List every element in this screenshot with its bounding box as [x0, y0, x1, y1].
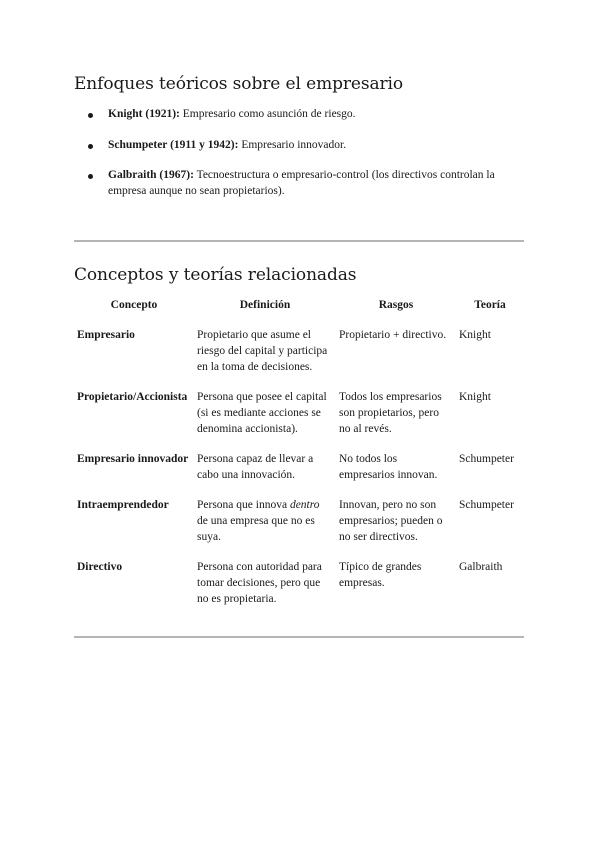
- definicion-emphasis: dentro: [289, 499, 320, 511]
- list-item: [74, 168, 524, 199]
- cell-concepto: Empresario innovador: [77, 453, 189, 465]
- list-item-text: Tecnoestructura o empresario-control (los directivos controlan la empresa aunque no sean propietarios).: [108, 169, 495, 197]
- list-item-text: Empresario como asunción de riesgo.: [182, 108, 356, 120]
- column-header-teoria: Teoría: [474, 299, 506, 311]
- cell-definicion: Persona capaz de llevar a cabo una innovación.: [197, 453, 314, 481]
- cell-concepto: Empresario: [77, 329, 135, 341]
- cell-teoria: Schumpeter: [459, 499, 514, 511]
- concepts-table: [74, 293, 524, 617]
- table-row: [74, 447, 524, 493]
- section-title-enfoques: Enfoques teóricos sobre el empresario: [74, 74, 404, 94]
- cell-definicion: Persona con autoridad para tomar decisiones, pero que no es propietaria.: [197, 561, 322, 605]
- cell-concepto: Directivo: [77, 561, 123, 573]
- definicion-text: de una empresa que no es suya.: [197, 515, 315, 543]
- cell-rasgos: Típico de grandes empresas.: [339, 561, 422, 589]
- table-row: [74, 385, 524, 447]
- column-header-rasgos: Rasgos: [378, 299, 414, 311]
- cell-concepto: Propietario/Accionista: [77, 391, 188, 403]
- cell-rasgos: Todos los empresarios son propietarios, pero no al revés.: [339, 391, 442, 435]
- table-row: [74, 323, 524, 385]
- bullet-icon: [88, 144, 93, 149]
- horizontal-divider: [74, 240, 524, 242]
- column-header-concepto: Concepto: [110, 299, 158, 311]
- cell-teoria: Knight: [459, 391, 491, 403]
- cell-rasgos: No todos los empresarios innovan.: [339, 453, 438, 481]
- cell-teoria: Schumpeter: [459, 453, 514, 465]
- table-header-row: [74, 293, 524, 323]
- bullet-icon: [88, 174, 93, 179]
- column-header-definicion: Definición: [239, 299, 291, 311]
- definicion-text: Persona que innova: [197, 499, 290, 511]
- cell-rasgos: Propietario + directivo.: [339, 329, 447, 341]
- list-item-author: Knight (1921):: [108, 108, 180, 120]
- cell-teoria: Galbraith: [459, 561, 503, 573]
- list-item-author: Galbraith (1967):: [108, 169, 194, 181]
- section-title-conceptos: Conceptos y teorías relacionadas: [74, 265, 357, 285]
- list-item-text: Empresario innovador.: [241, 138, 347, 151]
- horizontal-divider: [74, 636, 524, 638]
- cell-concepto: Intraemprendedor: [77, 499, 169, 511]
- cell-rasgos: Innovan, pero no son empresarios; pueden o no ser directivos.: [339, 499, 443, 543]
- cell-definicion: Propietario que asume el riesgo del capital y participa en la toma de decisiones.: [197, 329, 328, 373]
- cell-definicion: Persona que posee el capital (si es mediante acciones se denomina accionista).: [197, 391, 327, 435]
- theories-list: [74, 107, 524, 214]
- table-row: [74, 555, 524, 617]
- list-item: [74, 107, 524, 123]
- list-item: [74, 138, 524, 154]
- table-row: [74, 493, 524, 555]
- bullet-icon: [88, 113, 93, 118]
- cell-teoria: Knight: [459, 329, 491, 341]
- list-item-author: Schumpeter (1911 y 1942):: [108, 138, 239, 151]
- cell-definicion: [194, 493, 336, 555]
